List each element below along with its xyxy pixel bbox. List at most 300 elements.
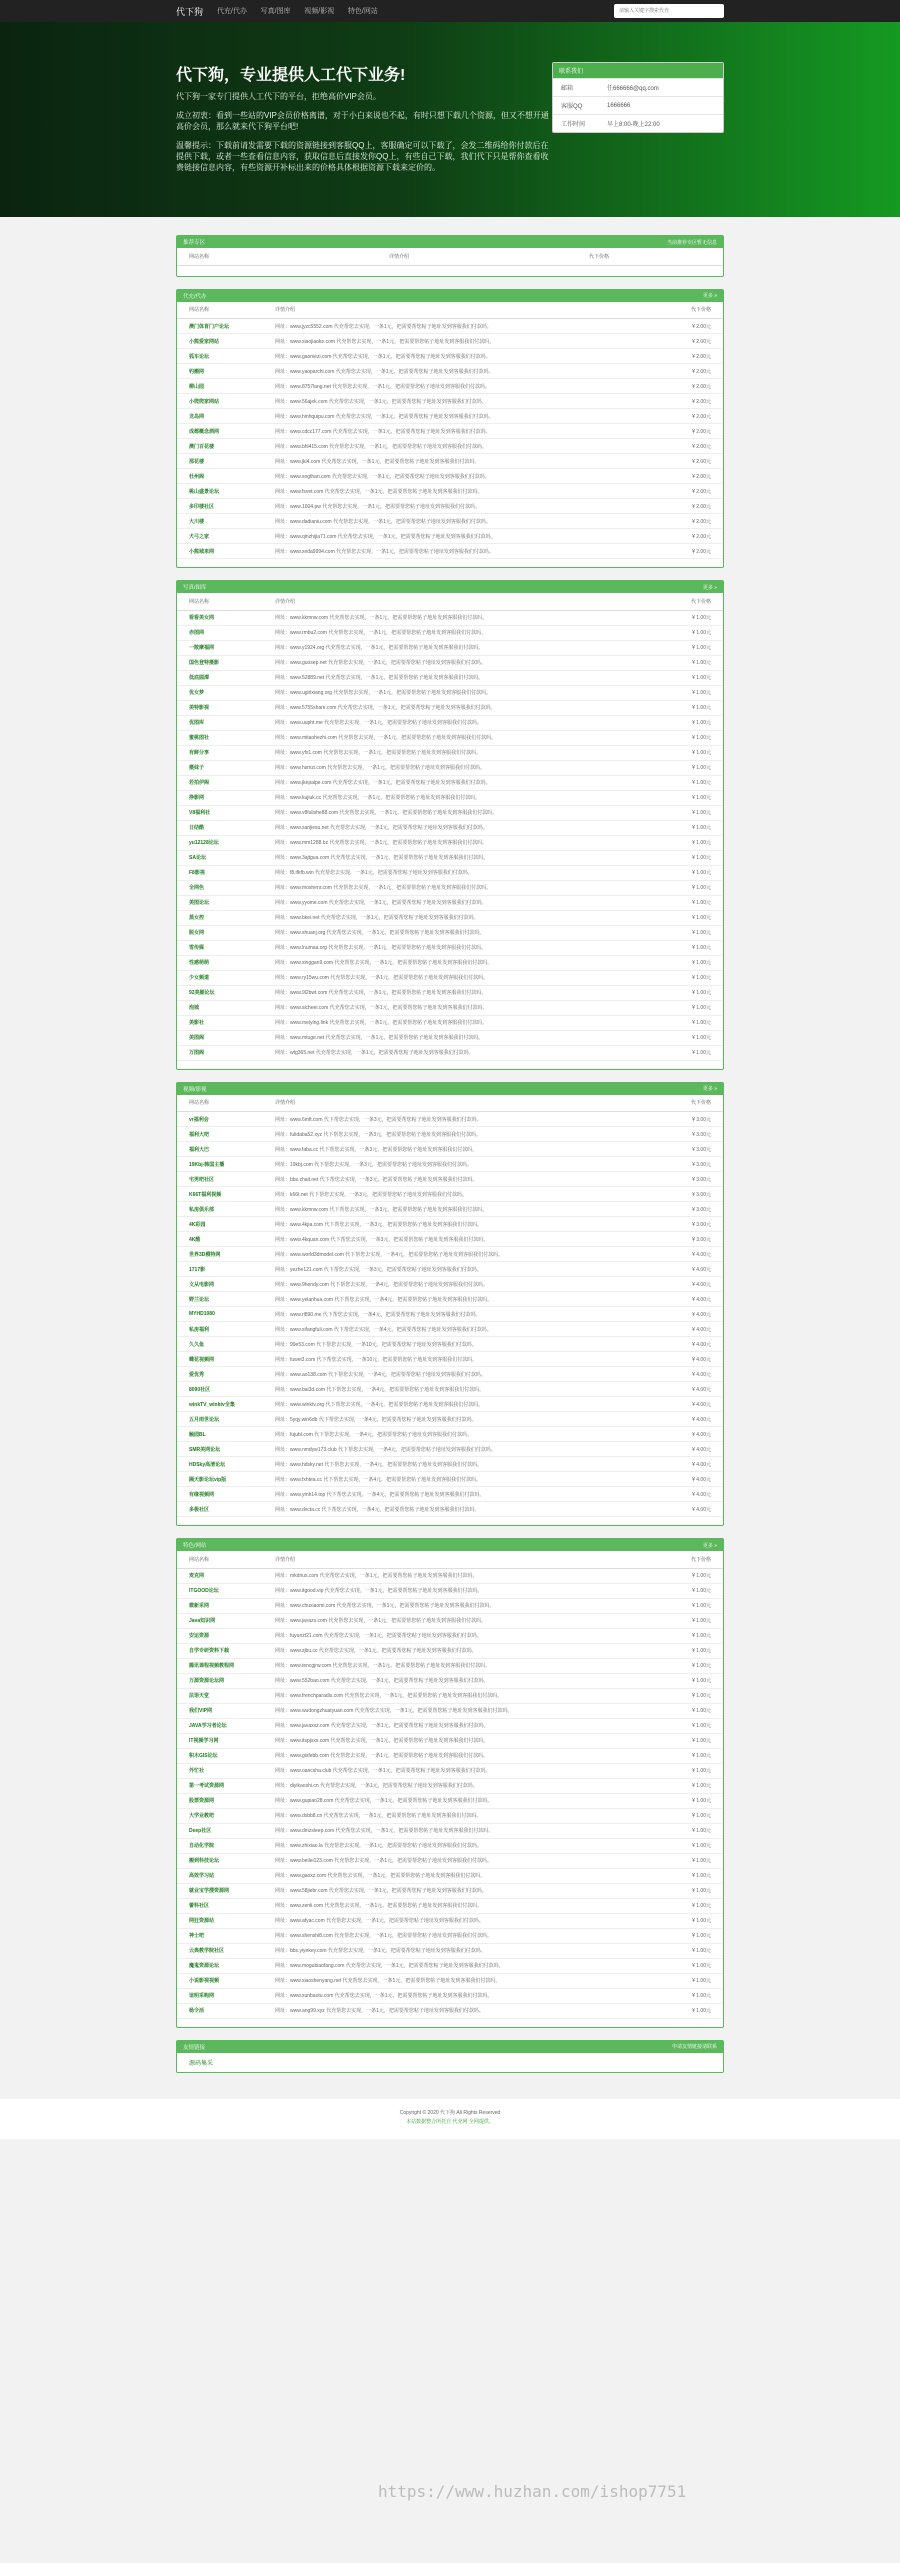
site-name-link[interactable]: 万图阁 [177, 1045, 263, 1060]
site-name-link[interactable]: 私房俱乐部 [177, 1202, 263, 1217]
contact-row-qq [553, 96, 723, 114]
table-row[interactable] [177, 865, 723, 880]
site-name-link[interactable]: 爱优秀 [177, 1367, 263, 1382]
site-name-link[interactable]: 就业宝学搜资源网 [177, 1883, 263, 1898]
site-price: ¥ 4.00元 [655, 1292, 723, 1307]
site-name-link[interactable]: winkTV_winktv全集 [177, 1397, 263, 1412]
site-name-link[interactable]: 触园BL [177, 1427, 263, 1442]
site-name-link[interactable]: K66T福利视频 [177, 1187, 263, 1202]
site-name-link[interactable]: 我们VIP网 [177, 1703, 263, 1718]
table-row[interactable] [177, 1112, 723, 1127]
table-row[interactable] [177, 1883, 723, 1898]
table-row[interactable] [177, 364, 723, 379]
site-name-link[interactable]: 92美腿论坛 [177, 985, 263, 1000]
site-name-link[interactable]: 谊明采购网 [177, 1988, 263, 2003]
table-row[interactable] [177, 1793, 723, 1808]
site-table [177, 1551, 723, 2019]
site-name-link[interactable]: 优女梦 [177, 685, 263, 700]
site-name-link[interactable]: 云典教学院社区 [177, 1943, 263, 1958]
site-name-link[interactable]: MYHD1080 [177, 1307, 263, 1322]
site-price: ¥ 1.00元 [657, 1988, 723, 2003]
site-price: ¥ 1.00元 [653, 865, 723, 880]
site-name-link[interactable]: vr福利会 [177, 1112, 263, 1127]
site-price: ¥ 4.00元 [655, 1502, 723, 1517]
table-row[interactable] [177, 1808, 723, 1823]
site-name-link[interactable]: 杜州阁 [177, 469, 263, 484]
table-row[interactable] [177, 1658, 723, 1673]
table-row[interactable] [177, 745, 723, 760]
table-row[interactable] [177, 1352, 723, 1367]
table-row[interactable] [177, 469, 723, 484]
site-price: ¥ 1.00元 [657, 1808, 723, 1823]
table-row[interactable] [177, 790, 723, 805]
site-name-link[interactable]: HDSky高清论坛 [177, 1457, 263, 1472]
table-row[interactable] [177, 910, 723, 925]
site-detail: 网址：www.56ajek.com 代充帮您去实现，一条1元，把需要帮您帖子地址发到客服我们付款吗。 [263, 394, 653, 409]
site-name-link[interactable]: 麦克网 [177, 1568, 263, 1583]
panel-title: 视频/影视 [183, 1086, 207, 1093]
table-row[interactable] [177, 985, 723, 1000]
hero-banner [0, 22, 900, 217]
table-row[interactable] [177, 1322, 723, 1337]
site-name-link[interactable]: 全网色 [177, 880, 263, 895]
site-name-link[interactable]: 雪传媒 [177, 940, 263, 955]
site-name-link[interactable]: 小熊爱家网站 [177, 334, 263, 349]
site-name-link[interactable]: 第一考试资源网 [177, 1778, 263, 1793]
nav-item-video[interactable]: 视频/影视 [304, 8, 335, 15]
table-row[interactable] [177, 1472, 723, 1487]
site-name-link[interactable]: IT视频学习网 [177, 1733, 263, 1748]
site-price: ¥ 3.00元 [655, 1142, 723, 1157]
site-detail: 网址：www.ugirlxiang.org 代充帮您去实现，一条1元，把需要帮您帖子地址发到客服我们付款吗。 [263, 685, 653, 700]
site-detail: 网址：www.kkmnw.com 代下帮您去实现，一条3元，把需要帮您帖子地址发到客服我们付款吗。 [263, 1202, 655, 1217]
table-row[interactable] [177, 529, 723, 544]
site-price: ¥ 2.00元 [653, 319, 723, 334]
table-row[interactable] [177, 439, 723, 454]
site-name-link[interactable]: V8福利社 [177, 805, 263, 820]
table-row[interactable] [177, 1142, 723, 1157]
site-detail: 网址：www.sanjiesu.net 代充帮您去实现，一条1元，把需要帮您帖子地址发到客服我们付款吗。 [263, 820, 653, 835]
table-row[interactable] [177, 730, 723, 745]
friend-link[interactable]: 源码集采 [189, 2060, 214, 2067]
table-row[interactable] [177, 835, 723, 850]
site-detail: 网址：www.meiying.link 代充帮您去实现，一条1元，把需要帮您帖子地址发到客服我们付款吗。 [263, 1015, 653, 1030]
site-price: ¥ 1.00元 [657, 1973, 723, 1988]
site-name-link[interactable]: 有鲜分享 [177, 745, 263, 760]
site-name-link[interactable]: 一散摩福网 [177, 640, 263, 655]
table-row[interactable] [177, 1898, 723, 1913]
site-price: ¥ 1.00元 [653, 910, 723, 925]
site-name-link[interactable]: SA论坛 [177, 850, 263, 865]
table-row[interactable] [177, 319, 723, 334]
site-name-link[interactable]: 1717影 [177, 1262, 263, 1277]
site-name-link[interactable]: 宅男吧社区 [177, 1172, 263, 1187]
site-name-link[interactable]: 桃山盛景论坛 [177, 484, 263, 499]
site-price: ¥ 1.00元 [653, 1045, 723, 1060]
site-detail: 网址：www.6mft.com 代下帮您去实现，一条3元，把需要帮您帖子地址发到客服我们付款吗。 [263, 1112, 655, 1127]
more-link[interactable]: 更多 » [702, 1086, 717, 1092]
table-row[interactable] [177, 1583, 723, 1598]
table-row[interactable] [177, 1427, 723, 1442]
site-name-link[interactable]: 蕾科社区 [177, 1898, 263, 1913]
table-row[interactable] [177, 349, 723, 364]
table-row[interactable] [177, 1030, 723, 1045]
table-row[interactable] [177, 1958, 723, 1973]
site-name-link[interactable]: 赤图网 [177, 625, 263, 640]
table-row[interactable] [177, 1157, 723, 1172]
site-price: ¥ 1.00元 [653, 985, 723, 1000]
table-row[interactable] [177, 880, 723, 895]
site-detail: 网址：www.guosep.net 代充帮您去实现，一条1元，把需要帮您帖子地址发到客服我们付款吗。 [263, 655, 653, 670]
table-row[interactable] [177, 1217, 723, 1232]
table-row[interactable] [177, 1913, 723, 1928]
site-name-link[interactable]: 多印楼社区 [177, 499, 263, 514]
site-name-link[interactable]: 隔天影论坛vip版 [177, 1472, 263, 1487]
site-price: ¥ 1.00元 [657, 1673, 723, 1688]
site-detail: 网址：www.52889.net 代充帮您去实现，一条1元，把需要帮您帖子地址发到客服我们付款吗。 [263, 670, 653, 685]
site-name-link[interactable]: ITGOOD论坛 [177, 1583, 263, 1598]
table-row[interactable] [177, 1382, 723, 1397]
site-detail: 网址：www.sifangfuli.com 代下帮您去实现，一条4元，把需要帮您帖子地址发到客服我们付款吗。 [263, 1322, 655, 1337]
search-input[interactable] [614, 4, 724, 18]
site-name-link[interactable]: 腾讯课程视频教程网 [177, 1658, 263, 1673]
table-row[interactable] [177, 499, 723, 514]
table-row[interactable] [177, 1973, 723, 1988]
site-detail: 网址：www.kujiuk.cc 代充帮您去实现，一条1元，把需要帮您帖子地址发到客服我们付款吗。 [263, 790, 653, 805]
contact-label: 邮箱 [561, 86, 574, 92]
site-name-link[interactable]: 脱女网 [177, 925, 263, 940]
site-detail: 网址：fulidaba52.xyz 代下帮您去实现，一条3元，把需要帮您帖子地址发到客服我们付款吗。 [263, 1127, 655, 1142]
site-name-link[interactable]: yu12128论坛 [177, 835, 263, 850]
table-row[interactable] [177, 544, 723, 559]
table-row[interactable] [177, 1000, 723, 1015]
site-detail: 网址：www.y1924.org 代充帮您去实现，一条1元，把需要帮您帖子地址发到客服我们付款吗。 [263, 640, 653, 655]
table-row[interactable] [177, 1367, 723, 1382]
site-name-link[interactable]: 福利大吧 [177, 1127, 263, 1142]
site-name-link[interactable]: 蝶花视频网 [177, 1352, 263, 1367]
table-row[interactable] [177, 925, 723, 940]
col-header-detail: 详情介绍 [263, 302, 653, 319]
site-name-link[interactable]: 魔鬼资源论坛 [177, 1958, 263, 1973]
site-name-link[interactable]: 摄妹子 [177, 760, 263, 775]
site-detail: 网址：wtg365.net 代充帮您去实现，一条1元，把需要帮您帖子地址发到客服我们付款吗。 [263, 1045, 653, 1060]
site-name-link[interactable]: Deep社区 [177, 1823, 263, 1838]
site-name-link[interactable]: 安运资源 [177, 1628, 263, 1643]
table-row[interactable] [177, 1412, 723, 1427]
site-detail: 网址：f8.ifkfb.win 代充帮您去实现，一条1元，把需要帮您帖子地址发到客服我们付款吗。 [263, 865, 653, 880]
site-detail: 网址：www.chuxiaomi.com 代充帮您去实现，一条1元，把需要帮您帖子地址发到客服我们付款吗。 [263, 1598, 657, 1613]
site-detail: 网址：www.rmbu2.com 代充帮您去实现，一条1元，把需要帮您帖子地址发到客服我们付款吗。 [263, 625, 653, 640]
site-name-link[interactable]: 有缘视频网 [177, 1487, 263, 1502]
site-name-link[interactable]: 优图库 [177, 715, 263, 730]
table-row[interactable] [177, 1045, 723, 1060]
site-name-link[interactable]: 小说影视视频 [177, 1973, 263, 1988]
site-name-link[interactable]: 8090社区 [177, 1382, 263, 1397]
site-name-link[interactable]: 小爬爬家网站 [177, 394, 263, 409]
site-name-link[interactable]: 神士吧 [177, 1928, 263, 1943]
site-name-link[interactable]: 积木GIS论坛 [177, 1748, 263, 1763]
site-name-link[interactable]: 万源资源论坛网 [177, 1673, 263, 1688]
site-name-link[interactable]: 美图论坛 [177, 895, 263, 910]
site-name-link[interactable]: 澳门体育门户论坛 [177, 319, 263, 334]
table-row[interactable] [177, 379, 723, 394]
table-row[interactable] [177, 1442, 723, 1457]
table-row[interactable] [177, 1763, 723, 1778]
table-row[interactable] [177, 625, 723, 640]
table-row[interactable] [177, 1688, 723, 1703]
site-name-link[interactable]: 文从电影网 [177, 1277, 263, 1292]
site-name-link[interactable]: 搬到科技论坛 [177, 1853, 263, 1868]
table-row[interactable] [177, 1673, 723, 1688]
panel-header [177, 236, 723, 248]
site-price: ¥ 2.00元 [653, 409, 723, 424]
table-row[interactable] [177, 715, 723, 730]
site-detail: 网址：www.dxcta.cc 代下帮您去实现，一条4元，把需要帮您帖子地址发到客服我们付款吗。 [263, 1502, 655, 1517]
site-name-link[interactable]: 柳山园 [177, 379, 263, 394]
site-name-link[interactable]: 4K彩园 [177, 1217, 263, 1232]
site-detail: 网址：www.qinzhijia71.com 代充帮您去实现，一条1元，把需要帮您帖子地址发到客服我们付款吗。 [263, 529, 653, 544]
site-detail: 网址：www.jkepaipe.com 代充帮您去实现，一条1元，把需要帮您帖子地址发到客服我们付款吗。 [263, 775, 653, 790]
site-name-link[interactable]: 大川楼 [177, 514, 263, 529]
table-row[interactable] [177, 1733, 723, 1748]
nav-item-recharge[interactable]: 代充/代办 [217, 8, 247, 15]
site-name-link[interactable]: 野兰论坛 [177, 1292, 263, 1307]
table-row[interactable] [177, 1868, 723, 1883]
site-price: ¥ 4.00元 [655, 1307, 723, 1322]
site-price: ¥ 1.00元 [653, 790, 723, 805]
site-name-link[interactable]: 美影社 [177, 1015, 263, 1030]
site-name-link[interactable]: 私房福利 [177, 1322, 263, 1337]
site-name-link[interactable]: 高效学习站 [177, 1868, 263, 1883]
table-row[interactable] [177, 1748, 723, 1763]
site-name-link[interactable]: 福利大巴 [177, 1142, 263, 1157]
site-detail: 网址：www.4kjia.com 代下帮您去实现，一条3元，把需要帮您帖子地址发到客服我们付款吗。 [263, 1217, 655, 1232]
table-row[interactable] [177, 1487, 723, 1502]
brand-logo[interactable]: 代下狗 [176, 6, 204, 17]
site-name-link[interactable]: 杨令活 [177, 2003, 263, 2018]
table-row[interactable] [177, 1015, 723, 1030]
site-name-link[interactable]: 日结酷 [177, 820, 263, 835]
table-row[interactable] [177, 1853, 723, 1868]
table-row[interactable] [177, 1613, 723, 1628]
col-header-name: 网站名称 [177, 302, 263, 319]
table-row[interactable] [177, 895, 723, 910]
site-price: ¥ 1.00元 [653, 895, 723, 910]
panel-title: 特色/网站 [183, 1543, 207, 1549]
site-detail: 网址：www.javazs.com 代充帮您去实现，一条1元，把需要帮您帖子地址发到客服我们付款吗。 [263, 1613, 657, 1628]
site-detail: 网址：www.fsvet.com 代充帮您去实现，一条1元，把需要帮您帖子地址发到客服我们付款吗。 [263, 484, 653, 499]
site-name-link[interactable]: 微新采网 [177, 1598, 263, 1613]
site-price: ¥ 4.00元 [655, 1352, 723, 1367]
table-row[interactable] [177, 640, 723, 655]
site-detail: 网址：www.zenli.com 代充帮您去实现，一条1元，把需要帮您帖子地址发到客服我们付款吗。 [263, 1898, 657, 1913]
site-name-link[interactable]: 若拍伊阁 [177, 775, 263, 790]
table-row[interactable] [177, 760, 723, 775]
table-row[interactable] [177, 1643, 723, 1658]
nav-item-photo[interactable]: 写真/图库 [260, 8, 291, 15]
site-detail: 网址：www.yaoparchi.com 代充帮您去实现，一条1元，把需要帮您帖子地址发到客服我们付款吗。 [263, 364, 653, 379]
table-row[interactable] [177, 820, 723, 835]
site-price: ¥ 1.00元 [653, 745, 723, 760]
table-row[interactable] [177, 1262, 723, 1277]
site-name-link[interactable]: 国色登特摄影 [177, 655, 263, 670]
table-row[interactable] [177, 1718, 723, 1733]
table-row[interactable] [177, 424, 723, 439]
site-name-link[interactable]: 美特影视 [177, 700, 263, 715]
site-name-link[interactable]: 泡城 [177, 1000, 263, 1015]
site-name-link[interactable]: 多极社区 [177, 1502, 263, 1517]
site-detail: 网址：www.ang99.xyz 代充帮您去实现，一条1元，把需要帮您帖子地址发到客服我们付款吗。 [263, 2003, 657, 2018]
site-name-link[interactable]: 澳门百花楼 [177, 439, 263, 454]
site-price: ¥ 1.00元 [657, 1958, 723, 1973]
table-row[interactable] [177, 775, 723, 790]
table-row[interactable] [177, 610, 723, 625]
table-row[interactable] [177, 670, 723, 685]
site-name-link[interactable]: 蜜桃图社 [177, 730, 263, 745]
site-detail: 网址：www.ymh14.top 代下帮您去实现，一条4元，把需要帮您帖子地址发到客服我们付款吗。 [263, 1487, 655, 1502]
site-name-link[interactable]: 19Kbj-韩国主播 [177, 1157, 263, 1172]
site-name-link[interactable]: 挣影网 [177, 790, 263, 805]
table-row[interactable] [177, 955, 723, 970]
table-row[interactable] [177, 484, 723, 499]
table-row[interactable] [177, 1202, 723, 1217]
site-name-link[interactable]: 法语天堂 [177, 1688, 263, 1703]
site-name-link[interactable]: 低底圆潭 [177, 670, 263, 685]
table-row[interactable] [177, 1628, 723, 1643]
table-row[interactable] [177, 1823, 723, 1838]
table-row[interactable] [177, 1127, 723, 1142]
table-row[interactable] [177, 1337, 723, 1352]
table-row[interactable] [177, 1187, 723, 1202]
site-name-link[interactable]: 看看美女网 [177, 610, 263, 625]
table-row[interactable] [177, 1397, 723, 1412]
site-price: ¥ 4.00元 [655, 1457, 723, 1472]
site-price: ¥ 4.00元 [655, 1412, 723, 1427]
table-row[interactable] [177, 1292, 723, 1307]
table-row[interactable] [177, 409, 723, 424]
site-detail: 网址：fuyunzt21.com 代充帮您去实现，一条1元，把需要帮您帖子地址发到客服我们付款吗。 [263, 1628, 657, 1643]
panel-header [177, 581, 723, 593]
more-link[interactable]: 更多 » [702, 1542, 717, 1549]
table-row[interactable] [177, 850, 723, 865]
site-name-link[interactable]: 自学专研资料下载 [177, 1643, 263, 1658]
table-row[interactable] [177, 1232, 723, 1247]
table-row[interactable] [177, 334, 723, 349]
site-name-link[interactable]: 外忙社 [177, 1763, 263, 1778]
site-name-link[interactable]: 大学业教吧 [177, 1808, 263, 1823]
site-detail: 网址：www.kkmnw.com 代充帮您去实现，一条1元，把需要帮您帖子地址发到客服我们付款吗。 [263, 610, 653, 625]
table-row[interactable] [177, 1277, 723, 1292]
table-row[interactable] [177, 514, 723, 529]
table-row[interactable] [177, 1502, 723, 1517]
site-name-link[interactable]: 自动化学院 [177, 1838, 263, 1853]
site-name-link[interactable]: 4K酷 [177, 1232, 263, 1247]
site-price: ¥ 2.00元 [653, 514, 723, 529]
contact-value[interactable]: 任666666@qq.com [607, 86, 659, 92]
site-name-link[interactable]: 股票资源网 [177, 1793, 263, 1808]
site-detail: 网址：www.faba.cc 代下帮您去实现，一条3元，把需要帮您帖子地址发到客服我们付款吗。 [263, 1142, 655, 1157]
table-row[interactable] [177, 1247, 723, 1262]
site-name-link[interactable]: 久久鱼 [177, 1337, 263, 1352]
table-row[interactable] [177, 685, 723, 700]
site-name-link[interactable]: 网狂资源站 [177, 1913, 263, 1928]
col-header-detail: 详情介绍 [377, 248, 577, 265]
site-name-link[interactable]: 美图阁 [177, 1030, 263, 1045]
table-row[interactable] [177, 1928, 723, 1943]
table-row[interactable] [177, 940, 723, 955]
site-name-link[interactable]: Java知识网 [177, 1613, 263, 1628]
site-detail: 网址：www.beilei123.com 代充帮您去实现，一条1元，把需要帮您帖子地址发到客服我们付款吗。 [263, 1853, 657, 1868]
site-name-link[interactable]: F8影视 [177, 865, 263, 880]
site-name-link[interactable]: 五月雨世论坛 [177, 1412, 263, 1427]
site-name-link[interactable]: JAVA学习者论坛 [177, 1718, 263, 1733]
col-header-price: 代下价格 [577, 248, 723, 265]
site-detail: 网址：www.9hendy.com 代下帮您去实现，一条4元，把需要帮您帖子地址发到客服我们付款吗。 [263, 1277, 655, 1292]
site-name-link[interactable]: 成都概念酒网 [177, 424, 263, 439]
site-name-link[interactable]: 少女频道 [177, 970, 263, 985]
table-row[interactable] [177, 1598, 723, 1613]
site-price: ¥ 2.00元 [653, 379, 723, 394]
site-detail: 网址：www.gaoniezi.com 代充帮您去实现，一条1元，把需要帮您帖子地址发到客服我们付款吗。 [263, 349, 653, 364]
site-price: ¥ 3.00元 [655, 1202, 723, 1217]
table-row[interactable] [177, 655, 723, 670]
section-panel [176, 1082, 724, 1527]
site-name-link[interactable]: 犬弓之家 [177, 529, 263, 544]
site-name-link[interactable]: SMR美网论坛 [177, 1442, 263, 1457]
site-detail: 网址：www.dxbb8.cn 代充帮您去实现，一条1元，把需要帮您帖子地址发到客服我们付款吗。 [263, 1808, 657, 1823]
site-name-link[interactable]: 龙岛网 [177, 409, 263, 424]
table-row[interactable] [177, 1568, 723, 1583]
contact-label: 客服QQ [561, 104, 583, 110]
table-row[interactable] [177, 1172, 723, 1187]
nav-item-special[interactable]: 特色/网站 [347, 8, 378, 15]
site-detail: 网址：www.fxhtea.cc 代下帮您去实现，一条4元，把需要帮您帖子地址发到客服我们付款吗。 [263, 1472, 655, 1487]
site-price: ¥ 3.00元 [655, 1172, 723, 1187]
site-name-link[interactable]: 小熊城来网 [177, 544, 263, 559]
table-row[interactable] [177, 805, 723, 820]
site-price: ¥ 1.00元 [657, 1628, 723, 1643]
table-row[interactable] [177, 1988, 723, 2003]
site-name-link[interactable]: 狐车论坛 [177, 349, 263, 364]
table-row[interactable] [177, 454, 723, 469]
table-row[interactable] [177, 1838, 723, 1853]
table-row[interactable] [177, 1703, 723, 1718]
table-row[interactable] [177, 1778, 723, 1793]
table-row[interactable] [177, 1457, 723, 1472]
site-price: ¥ 4.00元 [655, 1322, 723, 1337]
hero-para-tips: 温馨提示：下载前请发需要下载的资源链接到客服QQ上，客服确定可以下载了，会发二维码给你付款后在提供下载，或者一些查看信息内容，获取信息后直接发你QQ上，有些自己下载，我们代下只是帮你查看收费链接信息内容，有些资源开补标出来的价格具体根据资源下载来定价的。 [176, 141, 549, 172]
site-name-link[interactable]: 性感萌萌 [177, 955, 263, 970]
site-name-link[interactable]: 那花楼 [177, 454, 263, 469]
site-detail: 网址：www.tencgjrw.com 代充帮您去实现，一条1元，把需要帮您帖子地址发到客服我们付款吗。 [263, 1658, 657, 1673]
content-wrap [176, 235, 724, 2073]
table-row[interactable] [177, 1307, 723, 1322]
table-row[interactable] [177, 700, 723, 715]
table-row[interactable] [177, 394, 723, 409]
site-name-link[interactable]: 钓搬网 [177, 364, 263, 379]
site-detail: 网址：mkdnus.com 代充帮您去实现，一条1元，把需要帮您帖子地址发到客服我们付款吗。 [263, 1568, 657, 1583]
site-name-link[interactable]: 蒸女控 [177, 910, 263, 925]
table-row[interactable] [177, 1943, 723, 1958]
table-row[interactable] [177, 2003, 723, 2018]
site-detail: 网址：www.rl890.me 代下帮您去实现，一条4元，把需要帮您帖子地址发到客服我们付款吗。 [263, 1307, 655, 1322]
table-row[interactable] [177, 970, 723, 985]
contact-value[interactable]: 1666666 [607, 102, 631, 109]
site-name-link[interactable]: 世界3D模特网 [177, 1247, 263, 1262]
more-link[interactable]: 更多 » [702, 584, 717, 591]
table-header-row [177, 1551, 723, 1568]
more-link[interactable]: 更多 » [702, 293, 717, 299]
